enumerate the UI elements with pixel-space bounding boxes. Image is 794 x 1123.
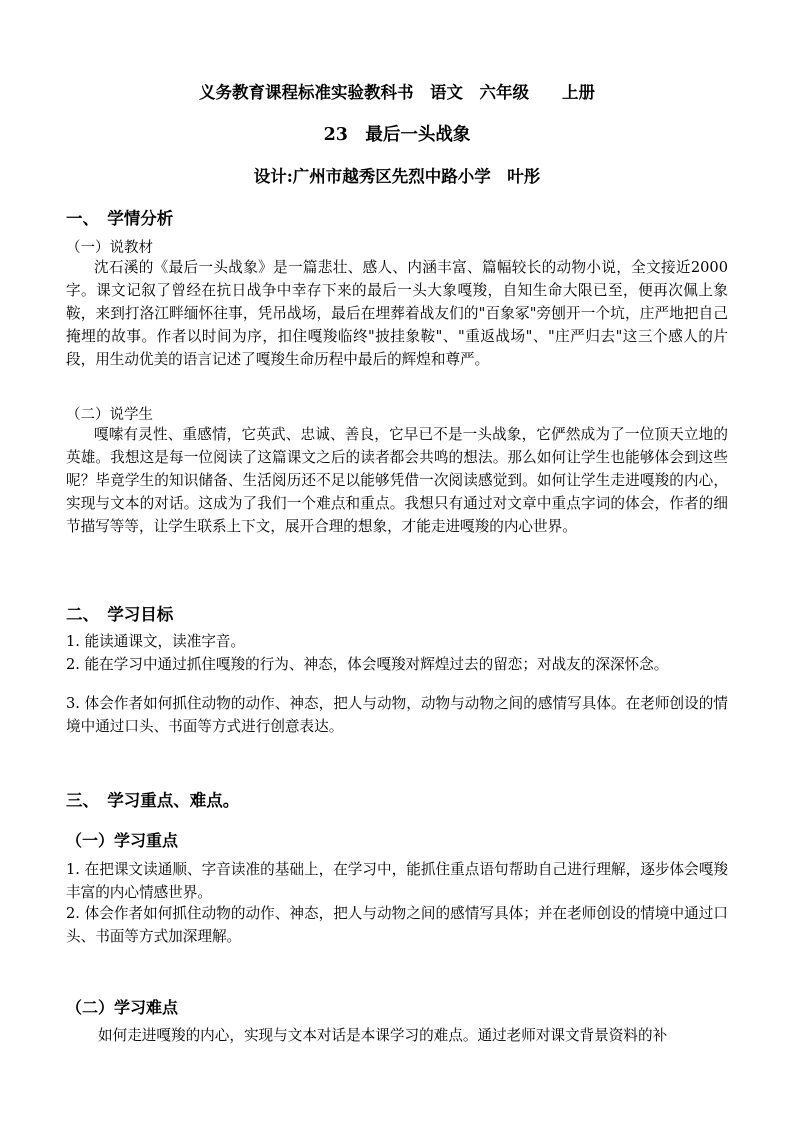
- section-3-sub-1-item-2: 2. 体会作者如何抓住动物的动作、神态，把人与动物之间的感情写具体；并在老师创设的情境中通过口头、书面等方式加深理解。: [66, 905, 728, 945]
- section-2-title: 二、 学习目标: [66, 605, 174, 624]
- section-3-title: 三、 学习重点、难点。: [66, 791, 240, 810]
- section-3-sub-2-text: 如何走进嘎羧的内心，实现与文本对话是本课学习的难点。通过老师对课文背景资料的补: [98, 1027, 668, 1044]
- section-2-item-2: 2. 能在学习中通过抓住嘎羧的行为、神态，体会嘎羧对辉煌过去的留恋；对战友的深深怀念。: [66, 656, 669, 673]
- designer-line: 设计:广州市越秀区先烈中路小学 叶彤: [253, 167, 541, 186]
- section-1-sub-1-text: 沈石溪的《最后一头战象》是一篇悲壮、感人、内涵丰富、篇幅较长的动物小说，全文接近2000字。课文记叙了曾经在抗日战争中幸存下来的最后一头大象嘎羧，自知生命大限已至，便再次佩上象鞍，来到打洛江畔缅怀往事，凭吊战场，最后在埋葬着战友们的"百象冢"旁刨开一个坑，庄严地把自己掩埋的故事。作者以时间为序，扣住嘎羧临终"披挂象鞍"、"重返战场"、"庄严归去"这三个感人的片段，用生动优美的语言记述了嘎羧生命历程中最后的辉煌和尊严。: [66, 259, 728, 368]
- section-2-item-3: 3. 体会作者如何抓住动物的动作、神态，把人与动物，动物与动物之间的感情写具体。在老师创设的情境中通过口头、书面等方式进行创意表达。: [66, 695, 728, 735]
- section-2-item-1: 1. 能读通课文，读准字音。: [66, 633, 246, 650]
- header-textbook-line: 义务教育课程标准实验教科书 语文 六年级 上册: [199, 83, 595, 102]
- section-1-sub-1-title: （一）说教材: [66, 240, 153, 256]
- section-1-title: 一、 学情分析: [66, 209, 174, 228]
- section-1-sub-2-text: 嘎嗦有灵性、重感情，它英武、忠诚、善良，它早已不是一头战象，它俨然成为了一位顶天立地的英雄。我想这是每一位阅读了这篇课文之后的读者都会共鸣的想法。那么如何让学生也能够体会到这些呢？毕竟学生的知识储备、生活阅历还不足以能够凭借一次阅读感觉到。如何让学生走进嘎羧的内心，实现与文本的对话。这成为了我们一个难点和重点。我想只有通过对文章中重点字词的体会，作者的细节描写等等，让学生联系上下文，展开合理的想象，才能走进嘎羧的内心世界。: [66, 426, 728, 535]
- lesson-title: 23 最后一头战象: [323, 125, 471, 145]
- section-3-sub-1-title: （一）学习重点: [66, 831, 179, 850]
- section-3-sub-1-item-1: 1. 在把课文读通顺、字音读准的基础上，在学习中，能抓住重点语句帮助自己进行理解，逐步体会嘎羧丰富的内心情感世界。: [66, 861, 728, 901]
- section-1-sub-2-title: （二）说学生: [66, 407, 153, 423]
- section-3-sub-2-title: （二）学习难点: [66, 998, 179, 1017]
